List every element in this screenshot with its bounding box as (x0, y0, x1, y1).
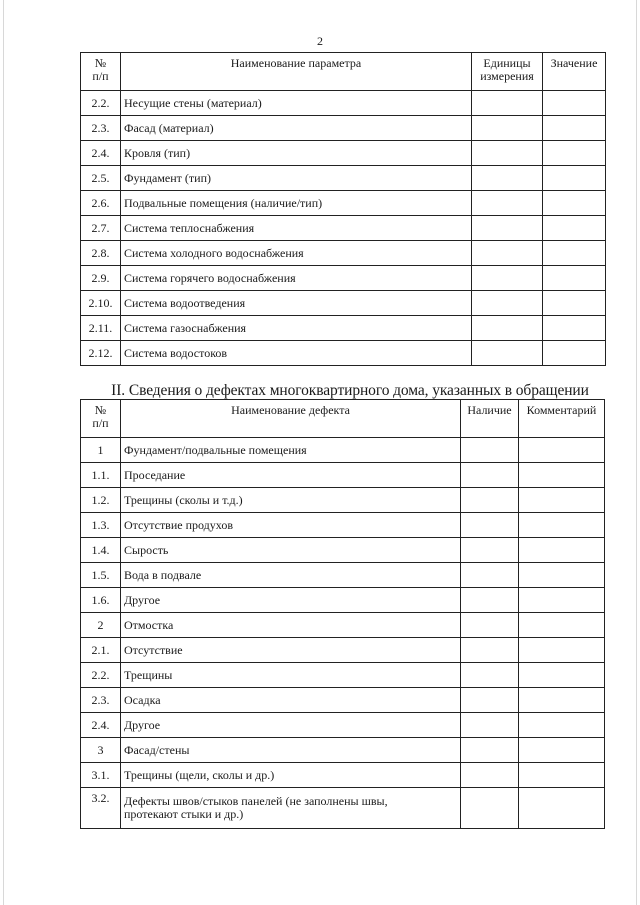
presence-cell[interactable] (461, 463, 519, 488)
comment-cell[interactable] (519, 488, 605, 513)
defect-name: Сырость (121, 538, 461, 563)
units-cell[interactable] (472, 166, 543, 191)
presence-cell[interactable] (461, 513, 519, 538)
comment-cell[interactable] (519, 688, 605, 713)
param-name: Система теплоснабжения (121, 216, 472, 241)
header-value: Значение (543, 53, 606, 91)
value-cell[interactable] (543, 266, 606, 291)
row-num: 2.4. (81, 713, 121, 738)
table-row (81, 563, 605, 588)
presence-cell[interactable] (461, 488, 519, 513)
row-num: 3 (81, 738, 121, 763)
presence-cell[interactable] (461, 738, 519, 763)
presence-cell[interactable] (461, 663, 519, 688)
defect-name: Отсутствие (121, 638, 461, 663)
defect-name: Фундамент/подвальные помещения (121, 438, 461, 463)
defect-name: Другое (121, 713, 461, 738)
comment-cell[interactable] (519, 438, 605, 463)
header-num (81, 400, 121, 438)
header-defect-name: Наименование дефекта (121, 400, 461, 438)
row-num: 2.7. (81, 216, 121, 241)
defects-header-row (81, 400, 605, 438)
defect-name: Осадка (121, 688, 461, 713)
units-cell[interactable] (472, 241, 543, 266)
header-num-line2: п/п (92, 416, 109, 430)
defect-name: Фасад/стены (121, 738, 461, 763)
header-num-line1: № (94, 56, 107, 70)
row-num: 2.3. (81, 688, 121, 713)
table-row (81, 613, 605, 638)
comment-cell[interactable] (519, 513, 605, 538)
params-header-row (81, 53, 606, 91)
table-row (81, 638, 605, 663)
table-row (81, 463, 605, 488)
comment-cell[interactable] (519, 663, 605, 688)
table-row (81, 438, 605, 463)
header-units-line2: измерения (480, 69, 534, 83)
units-cell[interactable] (472, 291, 543, 316)
param-name: Система холодного водоснабжения (121, 241, 472, 266)
units-cell[interactable] (472, 91, 543, 116)
presence-cell[interactable] (461, 588, 519, 613)
value-cell[interactable] (543, 241, 606, 266)
row-num: 1.5. (81, 563, 121, 588)
units-cell[interactable] (472, 266, 543, 291)
units-cell[interactable] (472, 216, 543, 241)
scan-edge-right (636, 0, 637, 905)
units-cell[interactable] (472, 341, 543, 366)
row-num: 2.4. (81, 141, 121, 166)
table-row (81, 688, 605, 713)
row-num: 2.2. (81, 91, 121, 116)
units-cell[interactable] (472, 316, 543, 341)
param-name: Фундамент (тип) (121, 166, 472, 191)
presence-cell[interactable] (461, 563, 519, 588)
defect-name: Отсутствие продухов (121, 513, 461, 538)
value-cell[interactable] (543, 291, 606, 316)
params-table (80, 52, 606, 366)
table-row (81, 488, 605, 513)
row-num: 2.9. (81, 266, 121, 291)
header-units-line1: Единицы (483, 56, 531, 70)
presence-cell[interactable] (461, 613, 519, 638)
row-num: 2.10. (81, 291, 121, 316)
table-row (81, 191, 606, 216)
param-name: Система водоотведения (121, 291, 472, 316)
defect-name-line2: протекают стыки и др.) (124, 807, 244, 821)
comment-cell[interactable] (519, 738, 605, 763)
defect-name (121, 788, 461, 829)
defect-name-line1: Дефекты швов/стыков панелей (не заполнены швы, (124, 794, 388, 808)
defect-name: Трещины (сколы и т.д.) (121, 488, 461, 513)
table-row (81, 788, 605, 829)
presence-cell[interactable] (461, 763, 519, 788)
param-name: Система горячего водоснабжения (121, 266, 472, 291)
presence-cell[interactable] (461, 688, 519, 713)
comment-cell[interactable] (519, 713, 605, 738)
row-num: 3.1. (81, 763, 121, 788)
defect-name: Трещины (121, 663, 461, 688)
value-cell[interactable] (543, 191, 606, 216)
section-title: II. Сведения о дефектах многоквартирного дома, указанных в обращении (111, 382, 589, 399)
table-row (81, 538, 605, 563)
table-row (81, 166, 606, 191)
table-row (81, 738, 605, 763)
value-cell[interactable] (543, 216, 606, 241)
table-row (81, 713, 605, 738)
comment-cell[interactable] (519, 588, 605, 613)
param-name: Система газоснабжения (121, 316, 472, 341)
param-name: Система водостоков (121, 341, 472, 366)
presence-cell[interactable] (461, 538, 519, 563)
row-num: 2.2. (81, 663, 121, 688)
row-num: 1.2. (81, 488, 121, 513)
table-row (81, 141, 606, 166)
param-name: Кровля (тип) (121, 141, 472, 166)
defect-name: Вода в подвале (121, 563, 461, 588)
row-num: 2.8. (81, 241, 121, 266)
units-cell[interactable] (472, 191, 543, 216)
presence-cell[interactable] (461, 713, 519, 738)
scan-edge-left (3, 0, 4, 905)
comment-cell[interactable] (519, 763, 605, 788)
table-row (81, 316, 606, 341)
defect-name: Проседание (121, 463, 461, 488)
table-row (81, 291, 606, 316)
row-num: 2.6. (81, 191, 121, 216)
value-cell[interactable] (543, 141, 606, 166)
header-param-name: Наименование параметра (121, 53, 472, 91)
value-cell[interactable] (543, 116, 606, 141)
param-name: Подвальные помещения (наличие/тип) (121, 191, 472, 216)
row-num: 2 (81, 613, 121, 638)
defect-name: Отмостка (121, 613, 461, 638)
row-num: 2.3. (81, 116, 121, 141)
units-cell[interactable] (472, 116, 543, 141)
defect-name: Трещины (щели, сколы и др.) (121, 763, 461, 788)
defects-table (80, 399, 605, 829)
header-num-line1: № (94, 403, 107, 417)
header-comment: Комментарий (519, 400, 605, 438)
header-num (81, 53, 121, 91)
param-name: Несущие стены (материал) (121, 91, 472, 116)
comment-cell[interactable] (519, 463, 605, 488)
presence-cell[interactable] (461, 438, 519, 463)
table-row (81, 663, 605, 688)
row-num: 1.1. (81, 463, 121, 488)
defect-name: Другое (121, 588, 461, 613)
row-num: 1.6. (81, 588, 121, 613)
value-cell[interactable] (543, 166, 606, 191)
header-num-line2: п/п (92, 69, 109, 83)
units-cell[interactable] (472, 141, 543, 166)
presence-cell[interactable] (461, 788, 519, 829)
row-num: 1 (81, 438, 121, 463)
comment-cell[interactable] (519, 613, 605, 638)
table-row (81, 216, 606, 241)
row-num: 1.4. (81, 538, 121, 563)
table-row (81, 266, 606, 291)
comment-cell[interactable] (519, 538, 605, 563)
value-cell[interactable] (543, 91, 606, 116)
page-number: 2 (317, 34, 323, 48)
table-row (81, 241, 606, 266)
presence-cell[interactable] (461, 638, 519, 663)
table-row (81, 763, 605, 788)
value-cell[interactable] (543, 341, 606, 366)
table-row (81, 91, 606, 116)
row-num: 2.5. (81, 166, 121, 191)
table-row (81, 588, 605, 613)
table-row (81, 513, 605, 538)
comment-cell[interactable] (519, 638, 605, 663)
param-name: Фасад (материал) (121, 116, 472, 141)
row-num: 2.1. (81, 638, 121, 663)
comment-cell[interactable] (519, 563, 605, 588)
header-presence: Наличие (461, 400, 519, 438)
table-row (81, 116, 606, 141)
row-num: 2.12. (81, 341, 121, 366)
comment-cell[interactable] (519, 788, 605, 829)
header-units (472, 53, 543, 91)
value-cell[interactable] (543, 316, 606, 341)
row-num: 3.2. (81, 788, 121, 829)
row-num: 2.11. (81, 316, 121, 341)
row-num: 1.3. (81, 513, 121, 538)
table-row (81, 341, 606, 366)
